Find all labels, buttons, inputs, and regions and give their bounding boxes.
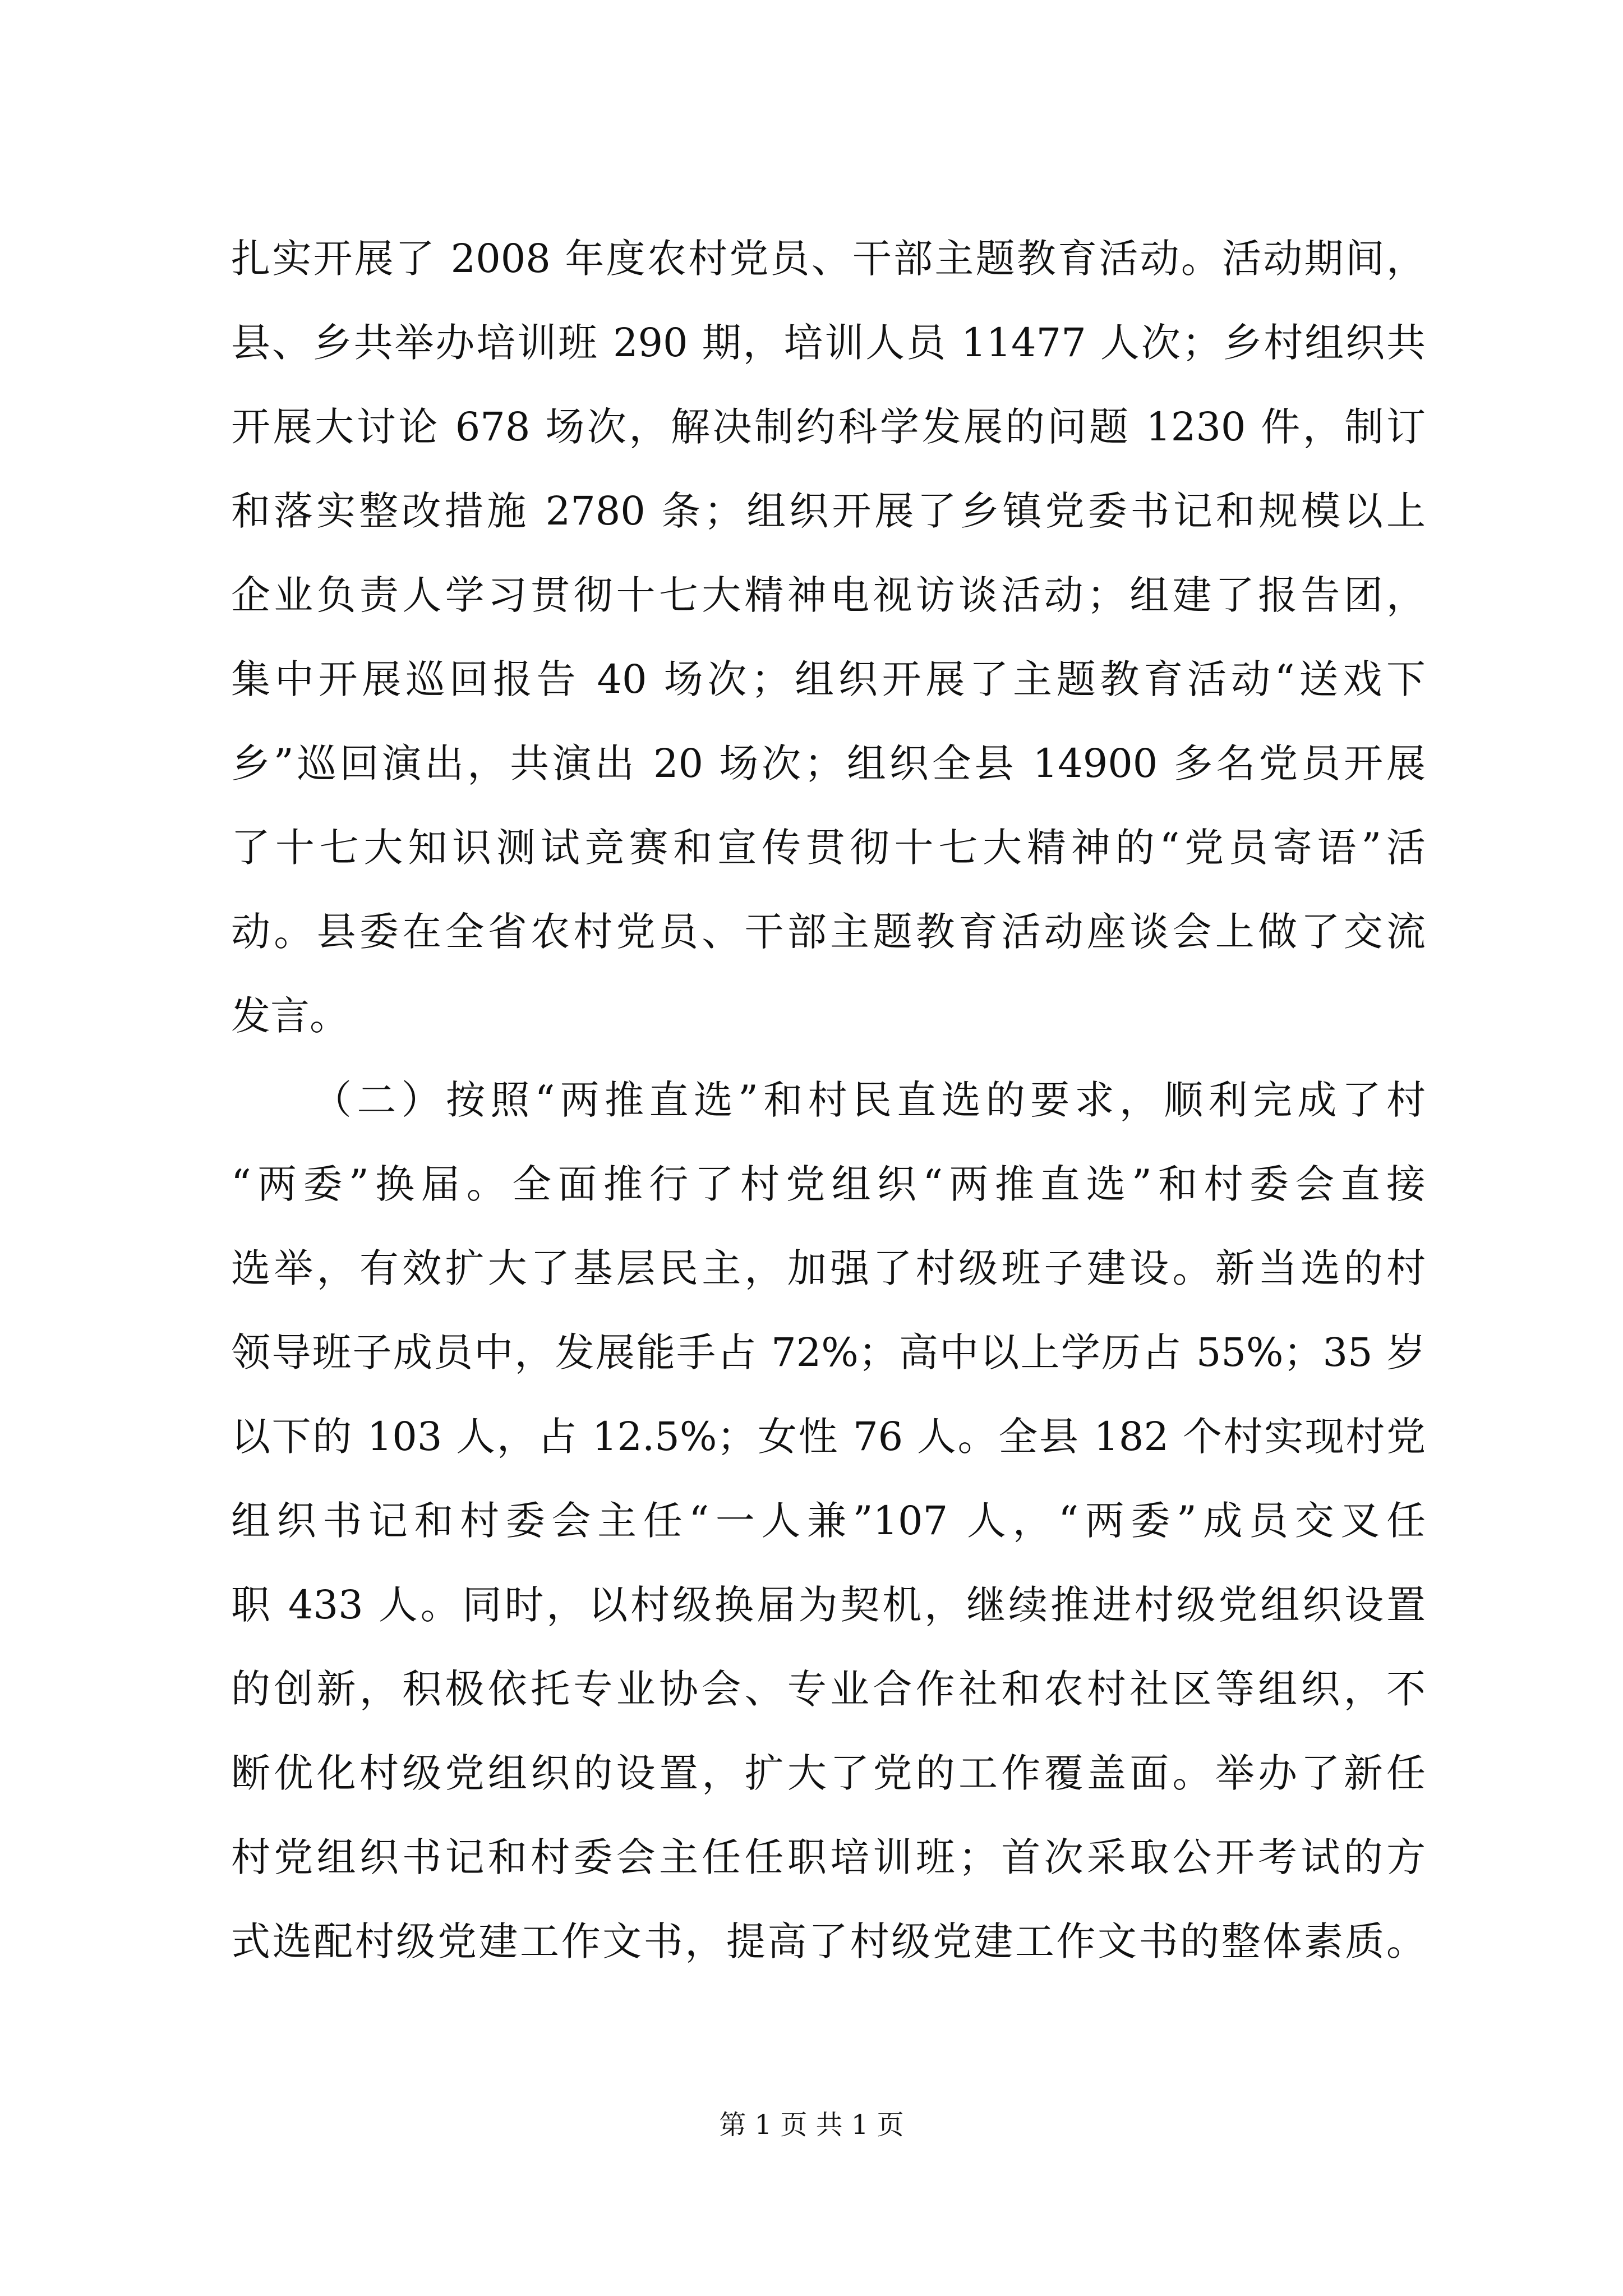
text-line: 了十七大知识测试竞赛和宣传贯彻十七大精神的“党员寄语”活 [231,825,1426,871]
text-line: 企业负责人学习贯彻十七大精神电视访谈活动；组建了报告团， [231,572,1426,618]
text-line: 的创新，积极依托专业协会、专业合作社和农村社区等组织，不 [231,1666,1426,1712]
paragraph-1 [231,217,1426,1058]
text-line: 以下的 103 人，占 12.5%；女性 76 人。全县 182 个村实现村党 [231,1414,1426,1460]
text-line: 领导班子成员中，发展能手占 72%；高中以上学历占 55%；35 岁 [231,1329,1426,1375]
text-line: 开展大讨论 678 场次，解决制约科学发展的问题 1230 件，制订 [231,404,1426,450]
page-footer: 第 1 页 共 1 页 [719,2109,904,2141]
text-line: 职 433 人。同时，以村级换届为契机，继续推进村级党组织设置 [231,1582,1426,1628]
text-line: 扎实开展了 2008 年度农村党员、干部主题教育活动。活动期间， [231,236,1426,282]
text-line: 村党组织书记和村委会主任任职培训班；首次采取公开考试的方 [231,1834,1426,1880]
text-line: 断优化村级党组织的设置，扩大了党的工作覆盖面。举办了新任 [231,1750,1426,1796]
text-line: 组织书记和村委会主任“一人兼”107 人，“两委”成员交叉任 [231,1498,1426,1544]
text-line: 动。县委在全省农村党员、干部主题教育活动座谈会上做了交流 [231,909,1426,955]
text-line: “两委”换届。全面推行了村党组织“两推直选”和村委会直接 [231,1161,1426,1207]
text-line: （二）按照“两推直选”和村民直选的要求，顺利完成了村 [312,1077,1426,1123]
text-line: 集中开展巡回报告 40 场次；组织开展了主题教育活动“送戏下 [231,656,1426,702]
paragraph-2 [231,1058,1426,1984]
text-line: 式选配村级党建工作文书，提高了村级党建工作文书的整体素质。 [231,1918,1426,1964]
text-line: 发言。 [231,993,349,1039]
text-line: 选举，有效扩大了基层民主，加强了村级班子建设。新当选的村 [231,1245,1426,1291]
text-line: 和落实整改措施 2780 条；组织开展了乡镇党委书记和规模以上 [231,488,1426,534]
document-body [231,217,1426,1984]
text-line: 县、乡共举办培训班 290 期，培训人员 11477 人次；乡村组织共 [231,320,1426,366]
text-line: 乡”巡回演出，共演出 20 场次；组织全县 14900 多名党员开展 [231,740,1426,786]
